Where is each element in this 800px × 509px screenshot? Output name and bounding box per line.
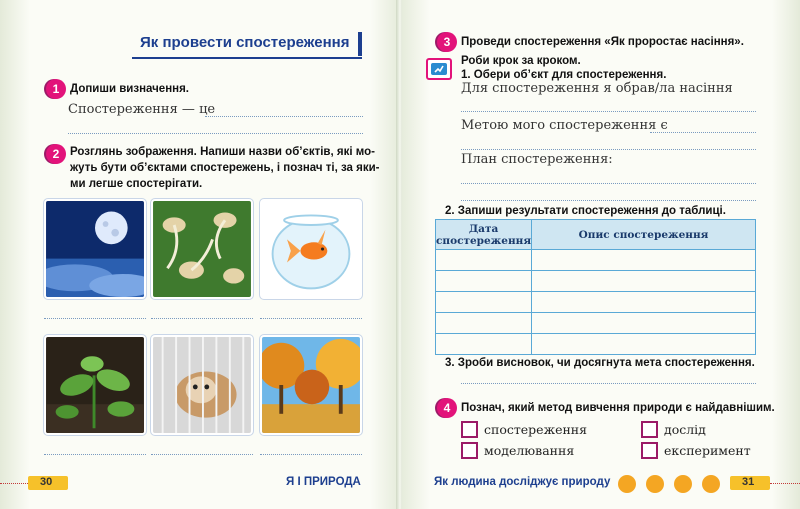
autumn-trees-icon — [260, 335, 362, 435]
answer-line[interactable] — [461, 183, 756, 184]
table-row — [436, 334, 756, 355]
task1-prompt: Спостереження — це — [68, 102, 216, 117]
smiley-icon — [646, 475, 664, 493]
table-header-description: Опис спостереження — [532, 220, 756, 250]
checkbox-observation[interactable] — [461, 421, 478, 438]
sprouting-seeds-icon — [151, 199, 253, 299]
table-cell[interactable] — [436, 313, 532, 334]
task3-line2: Метою мого спостереження є — [461, 118, 668, 133]
answer-line[interactable] — [68, 133, 363, 134]
option-label: дослід — [664, 422, 706, 437]
footer-dotted-line — [0, 483, 30, 484]
checkbox-modeling[interactable] — [461, 442, 478, 459]
observation-table — [435, 219, 756, 355]
task3-step-intro: Роби крок за кроком. — [461, 55, 581, 67]
book-title: Я І ПРИРОДА — [286, 476, 361, 488]
answer-line[interactable] — [461, 149, 756, 150]
task2-line-2: жуть бути об’єктами спостережень, і познач ті, за яки- — [70, 162, 380, 174]
answer-line[interactable] — [650, 132, 756, 133]
moon-night-icon — [44, 199, 146, 299]
answer-line[interactable] — [461, 200, 756, 201]
page-title: Як провести спостереження — [140, 34, 350, 51]
task2-line-3: ми легше спостерігати. — [70, 178, 203, 190]
answer-line[interactable] — [44, 454, 146, 455]
task3-step3: 3. Зроби висновок, чи досягнута мета спостереження. — [445, 357, 755, 369]
plant-seedling-icon — [44, 335, 146, 435]
task-number-2: 2 — [46, 144, 66, 164]
task3-step1: 1. Обери об’єкт для спостереження. — [461, 69, 667, 81]
answer-line[interactable] — [461, 111, 756, 112]
task-number-4: 4 — [437, 398, 457, 418]
task1-text: Допиши визначення. — [70, 83, 190, 95]
table-cell[interactable] — [436, 250, 532, 271]
task4-text: Познач, який метод вивчення природи є найдавнішим. — [461, 402, 775, 414]
smiley-icon — [702, 475, 720, 493]
task3-line3: План спостереження: — [461, 152, 613, 167]
option-label: експеримент — [664, 443, 751, 458]
option-label: моделювання — [484, 443, 575, 458]
option-label: спостереження — [484, 422, 588, 437]
table-cell[interactable] — [436, 271, 532, 292]
steps-icon — [426, 58, 452, 80]
task-number-1: 1 — [46, 79, 66, 99]
answer-line[interactable] — [205, 116, 363, 117]
table-row — [436, 313, 756, 334]
task-number-3: 3 — [437, 32, 457, 52]
table-row — [436, 250, 756, 271]
answer-line[interactable] — [151, 454, 253, 455]
table-header-date: Дата спостереження — [436, 220, 532, 250]
hamster-cage-icon — [151, 335, 253, 435]
smiley-icon — [618, 475, 636, 493]
answer-line[interactable] — [461, 383, 756, 384]
answer-line[interactable] — [44, 318, 146, 319]
title-bar-decoration — [358, 32, 362, 56]
table-cell[interactable] — [532, 271, 756, 292]
table-cell[interactable] — [532, 250, 756, 271]
section-title: Як людина досліджує природу — [434, 476, 611, 488]
table-cell[interactable] — [532, 334, 756, 355]
page-number-right: 31 — [742, 476, 755, 488]
table-cell[interactable] — [436, 334, 532, 355]
smiley-icon — [674, 475, 692, 493]
task2-line-1: Розглянь зображення. Напиши назви об’єктів, які мо- — [70, 146, 375, 158]
goldfish-bowl-icon — [260, 199, 362, 299]
answer-line[interactable] — [260, 454, 362, 455]
answer-line[interactable] — [151, 318, 253, 319]
table-cell[interactable] — [436, 292, 532, 313]
task3-step2: 2. Запиши результати спостереження до таблиці. — [445, 205, 726, 217]
task3-text: Проведи спостереження «Як проростає насіння». — [461, 36, 744, 48]
table-cell[interactable] — [532, 292, 756, 313]
checkbox-experiment[interactable] — [641, 442, 658, 459]
table-row — [436, 292, 756, 313]
checkbox-experiment-test[interactable] — [641, 421, 658, 438]
task3-line1: Для спостереження я обрав/ла насіння — [461, 81, 733, 96]
title-underline — [132, 57, 362, 59]
page-number-left: 30 — [40, 476, 53, 488]
table-cell[interactable] — [532, 313, 756, 334]
answer-line[interactable] — [260, 318, 362, 319]
table-row — [436, 271, 756, 292]
footer-dotted-line — [770, 483, 800, 484]
